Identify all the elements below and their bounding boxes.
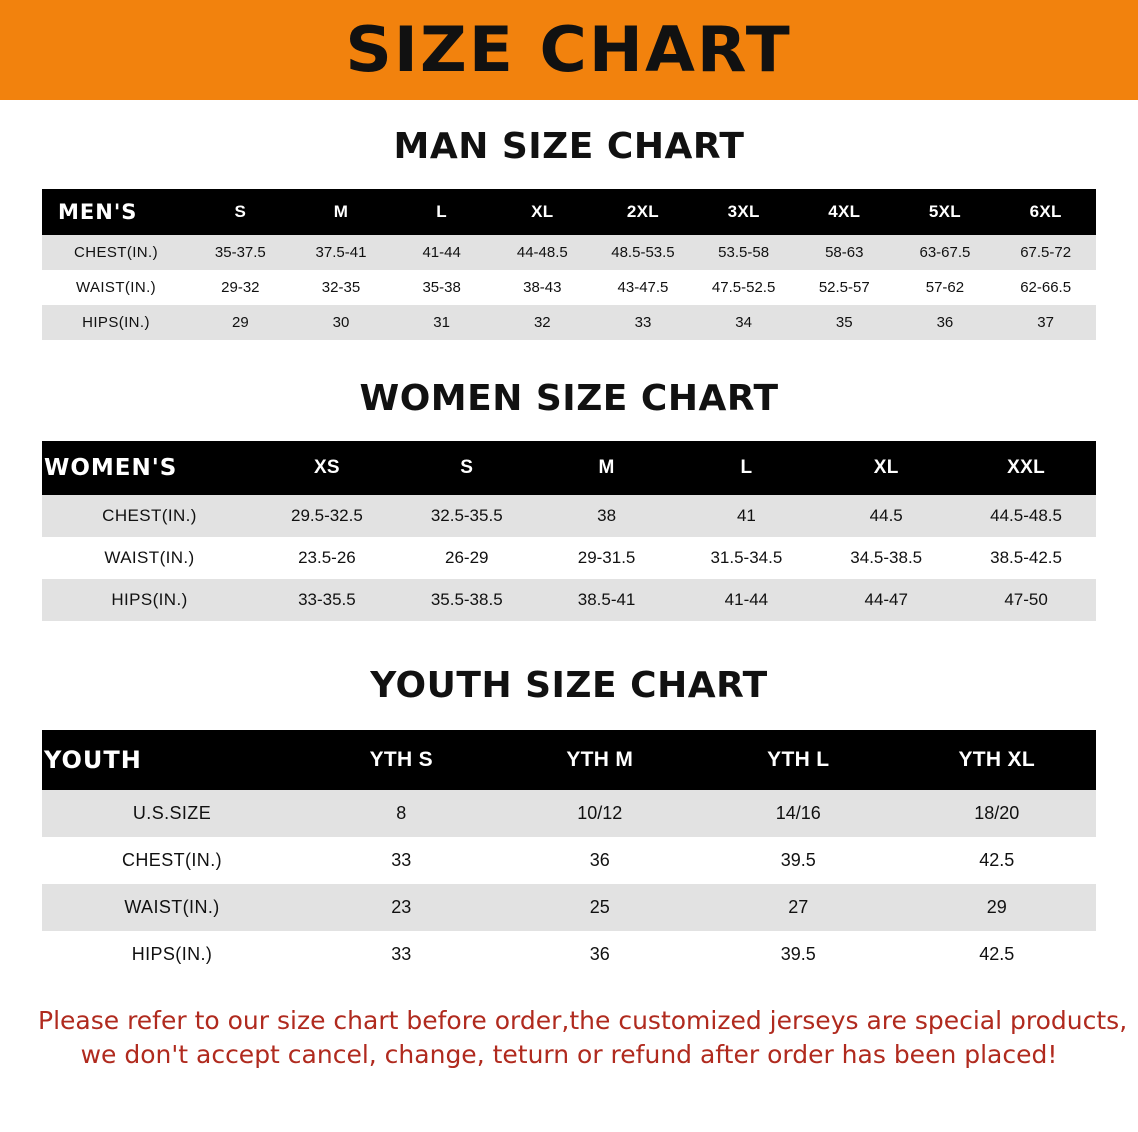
table-cell: 44-47: [816, 579, 956, 621]
policy-note-line-1: Please refer to our size chart before order,the customized jerseys are special products,: [38, 1006, 1128, 1035]
table-cell: 33: [302, 931, 501, 978]
table-cell: 30: [291, 305, 392, 340]
table-cell: 38.5-42.5: [956, 537, 1096, 579]
table-cell: 52.5-57: [794, 270, 895, 305]
policy-note-line-2: we don't accept cancel, change, teturn or refund after order has been placed!: [80, 1039, 1058, 1069]
table-cell: 33: [593, 305, 694, 340]
women-table-head: [42, 441, 1096, 495]
table-row: [42, 837, 1096, 884]
women-header-row: [42, 441, 1096, 495]
table-row: [42, 790, 1096, 837]
table-row: [42, 235, 1096, 270]
youth-row-label: HIPS(IN.): [42, 931, 302, 978]
table-row: [42, 537, 1096, 579]
men-table-wrapper: [42, 189, 1096, 340]
table-cell: 29-31.5: [537, 537, 677, 579]
table-cell: 23.5-26: [257, 537, 397, 579]
youth-row-label-header: YOUTH: [42, 730, 302, 790]
men-col-header: 2XL: [593, 189, 694, 235]
youth-header-row: [42, 730, 1096, 790]
table-cell: 35-37.5: [190, 235, 291, 270]
men-col-header: L: [391, 189, 492, 235]
women-table-wrapper: [42, 441, 1096, 621]
women-col-header: M: [537, 441, 677, 495]
table-cell: 29: [190, 305, 291, 340]
table-cell: 29.5-32.5: [257, 495, 397, 537]
table-cell: 42.5: [898, 931, 1097, 978]
page-title: SIZE CHART: [345, 13, 793, 86]
men-row-label: CHEST(IN.): [42, 235, 190, 270]
table-row: [42, 884, 1096, 931]
table-cell: 8: [302, 790, 501, 837]
men-row-label-header: MEN'S: [42, 189, 190, 235]
table-cell: 34.5-38.5: [816, 537, 956, 579]
youth-section-heading: YOUTH SIZE CHART: [370, 665, 768, 706]
men-table-head: [42, 189, 1096, 235]
youth-col-header: YTH L: [699, 730, 898, 790]
table-cell: 44.5-48.5: [956, 495, 1096, 537]
table-cell: 29: [898, 884, 1097, 931]
table-cell: 31.5-34.5: [676, 537, 816, 579]
table-cell: 35.5-38.5: [397, 579, 537, 621]
table-cell: 44.5: [816, 495, 956, 537]
table-cell: 41: [676, 495, 816, 537]
policy-note: [38, 1004, 1128, 1072]
table-cell: 37.5-41: [291, 235, 392, 270]
table-cell: 37: [995, 305, 1096, 340]
table-cell: 25: [501, 884, 700, 931]
men-header-row: [42, 189, 1096, 235]
table-cell: 33-35.5: [257, 579, 397, 621]
men-col-header: XL: [492, 189, 593, 235]
table-cell: 32-35: [291, 270, 392, 305]
table-cell: 41-44: [391, 235, 492, 270]
table-cell: 43-47.5: [593, 270, 694, 305]
women-col-header: L: [676, 441, 816, 495]
table-cell: 26-29: [397, 537, 537, 579]
women-row-label: CHEST(IN.): [42, 495, 257, 537]
table-cell: 29-32: [190, 270, 291, 305]
table-cell: 32.5-35.5: [397, 495, 537, 537]
table-cell: 41-44: [676, 579, 816, 621]
table-cell: 39.5: [699, 931, 898, 978]
table-cell: 42.5: [898, 837, 1097, 884]
men-row-label: HIPS(IN.): [42, 305, 190, 340]
women-section-heading: WOMEN SIZE CHART: [359, 378, 779, 419]
youth-row-label: U.S.SIZE: [42, 790, 302, 837]
table-cell: 14/16: [699, 790, 898, 837]
women-table-body: [42, 495, 1096, 621]
men-col-header: 3XL: [693, 189, 794, 235]
table-cell: 53.5-58: [693, 235, 794, 270]
table-cell: 35-38: [391, 270, 492, 305]
table-cell: 57-62: [895, 270, 996, 305]
men-row-label: WAIST(IN.): [42, 270, 190, 305]
youth-col-header: YTH XL: [898, 730, 1097, 790]
youth-size-table: [42, 730, 1096, 978]
women-row-label: HIPS(IN.): [42, 579, 257, 621]
table-cell: 58-63: [794, 235, 895, 270]
men-col-header: 6XL: [995, 189, 1096, 235]
table-cell: 67.5-72: [995, 235, 1096, 270]
table-cell: 38: [537, 495, 677, 537]
table-cell: 23: [302, 884, 501, 931]
table-cell: 44-48.5: [492, 235, 593, 270]
table-cell: 63-67.5: [895, 235, 996, 270]
page-banner: [0, 0, 1138, 100]
men-size-table: [42, 189, 1096, 340]
table-row: [42, 305, 1096, 340]
table-cell: 62-66.5: [995, 270, 1096, 305]
table-row: [42, 270, 1096, 305]
table-cell: 34: [693, 305, 794, 340]
youth-table-wrapper: [42, 730, 1096, 978]
youth-row-label: CHEST(IN.): [42, 837, 302, 884]
women-row-label-header: WOMEN'S: [42, 441, 257, 495]
table-cell: 18/20: [898, 790, 1097, 837]
youth-col-header: YTH M: [501, 730, 700, 790]
table-cell: 47.5-52.5: [693, 270, 794, 305]
table-cell: 47-50: [956, 579, 1096, 621]
table-cell: 38.5-41: [537, 579, 677, 621]
youth-table-body: [42, 790, 1096, 978]
men-table-body: [42, 235, 1096, 340]
table-cell: 31: [391, 305, 492, 340]
table-cell: 35: [794, 305, 895, 340]
youth-table-head: [42, 730, 1096, 790]
women-col-header: XS: [257, 441, 397, 495]
youth-col-header: YTH S: [302, 730, 501, 790]
men-col-header: S: [190, 189, 291, 235]
table-row: [42, 579, 1096, 621]
table-cell: 32: [492, 305, 593, 340]
table-cell: 36: [501, 931, 700, 978]
table-row: [42, 495, 1096, 537]
men-col-header: 5XL: [895, 189, 996, 235]
table-cell: 27: [699, 884, 898, 931]
women-size-table: [42, 441, 1096, 621]
table-cell: 48.5-53.5: [593, 235, 694, 270]
women-col-header: XL: [816, 441, 956, 495]
table-cell: 38-43: [492, 270, 593, 305]
table-cell: 33: [302, 837, 501, 884]
table-row: [42, 931, 1096, 978]
women-col-header: S: [397, 441, 537, 495]
men-col-header: M: [291, 189, 392, 235]
men-col-header: 4XL: [794, 189, 895, 235]
women-col-header: XXL: [956, 441, 1096, 495]
men-section-heading: MAN SIZE CHART: [393, 126, 745, 167]
youth-row-label: WAIST(IN.): [42, 884, 302, 931]
table-cell: 36: [895, 305, 996, 340]
table-cell: 39.5: [699, 837, 898, 884]
women-row-label: WAIST(IN.): [42, 537, 257, 579]
table-cell: 36: [501, 837, 700, 884]
table-cell: 10/12: [501, 790, 700, 837]
